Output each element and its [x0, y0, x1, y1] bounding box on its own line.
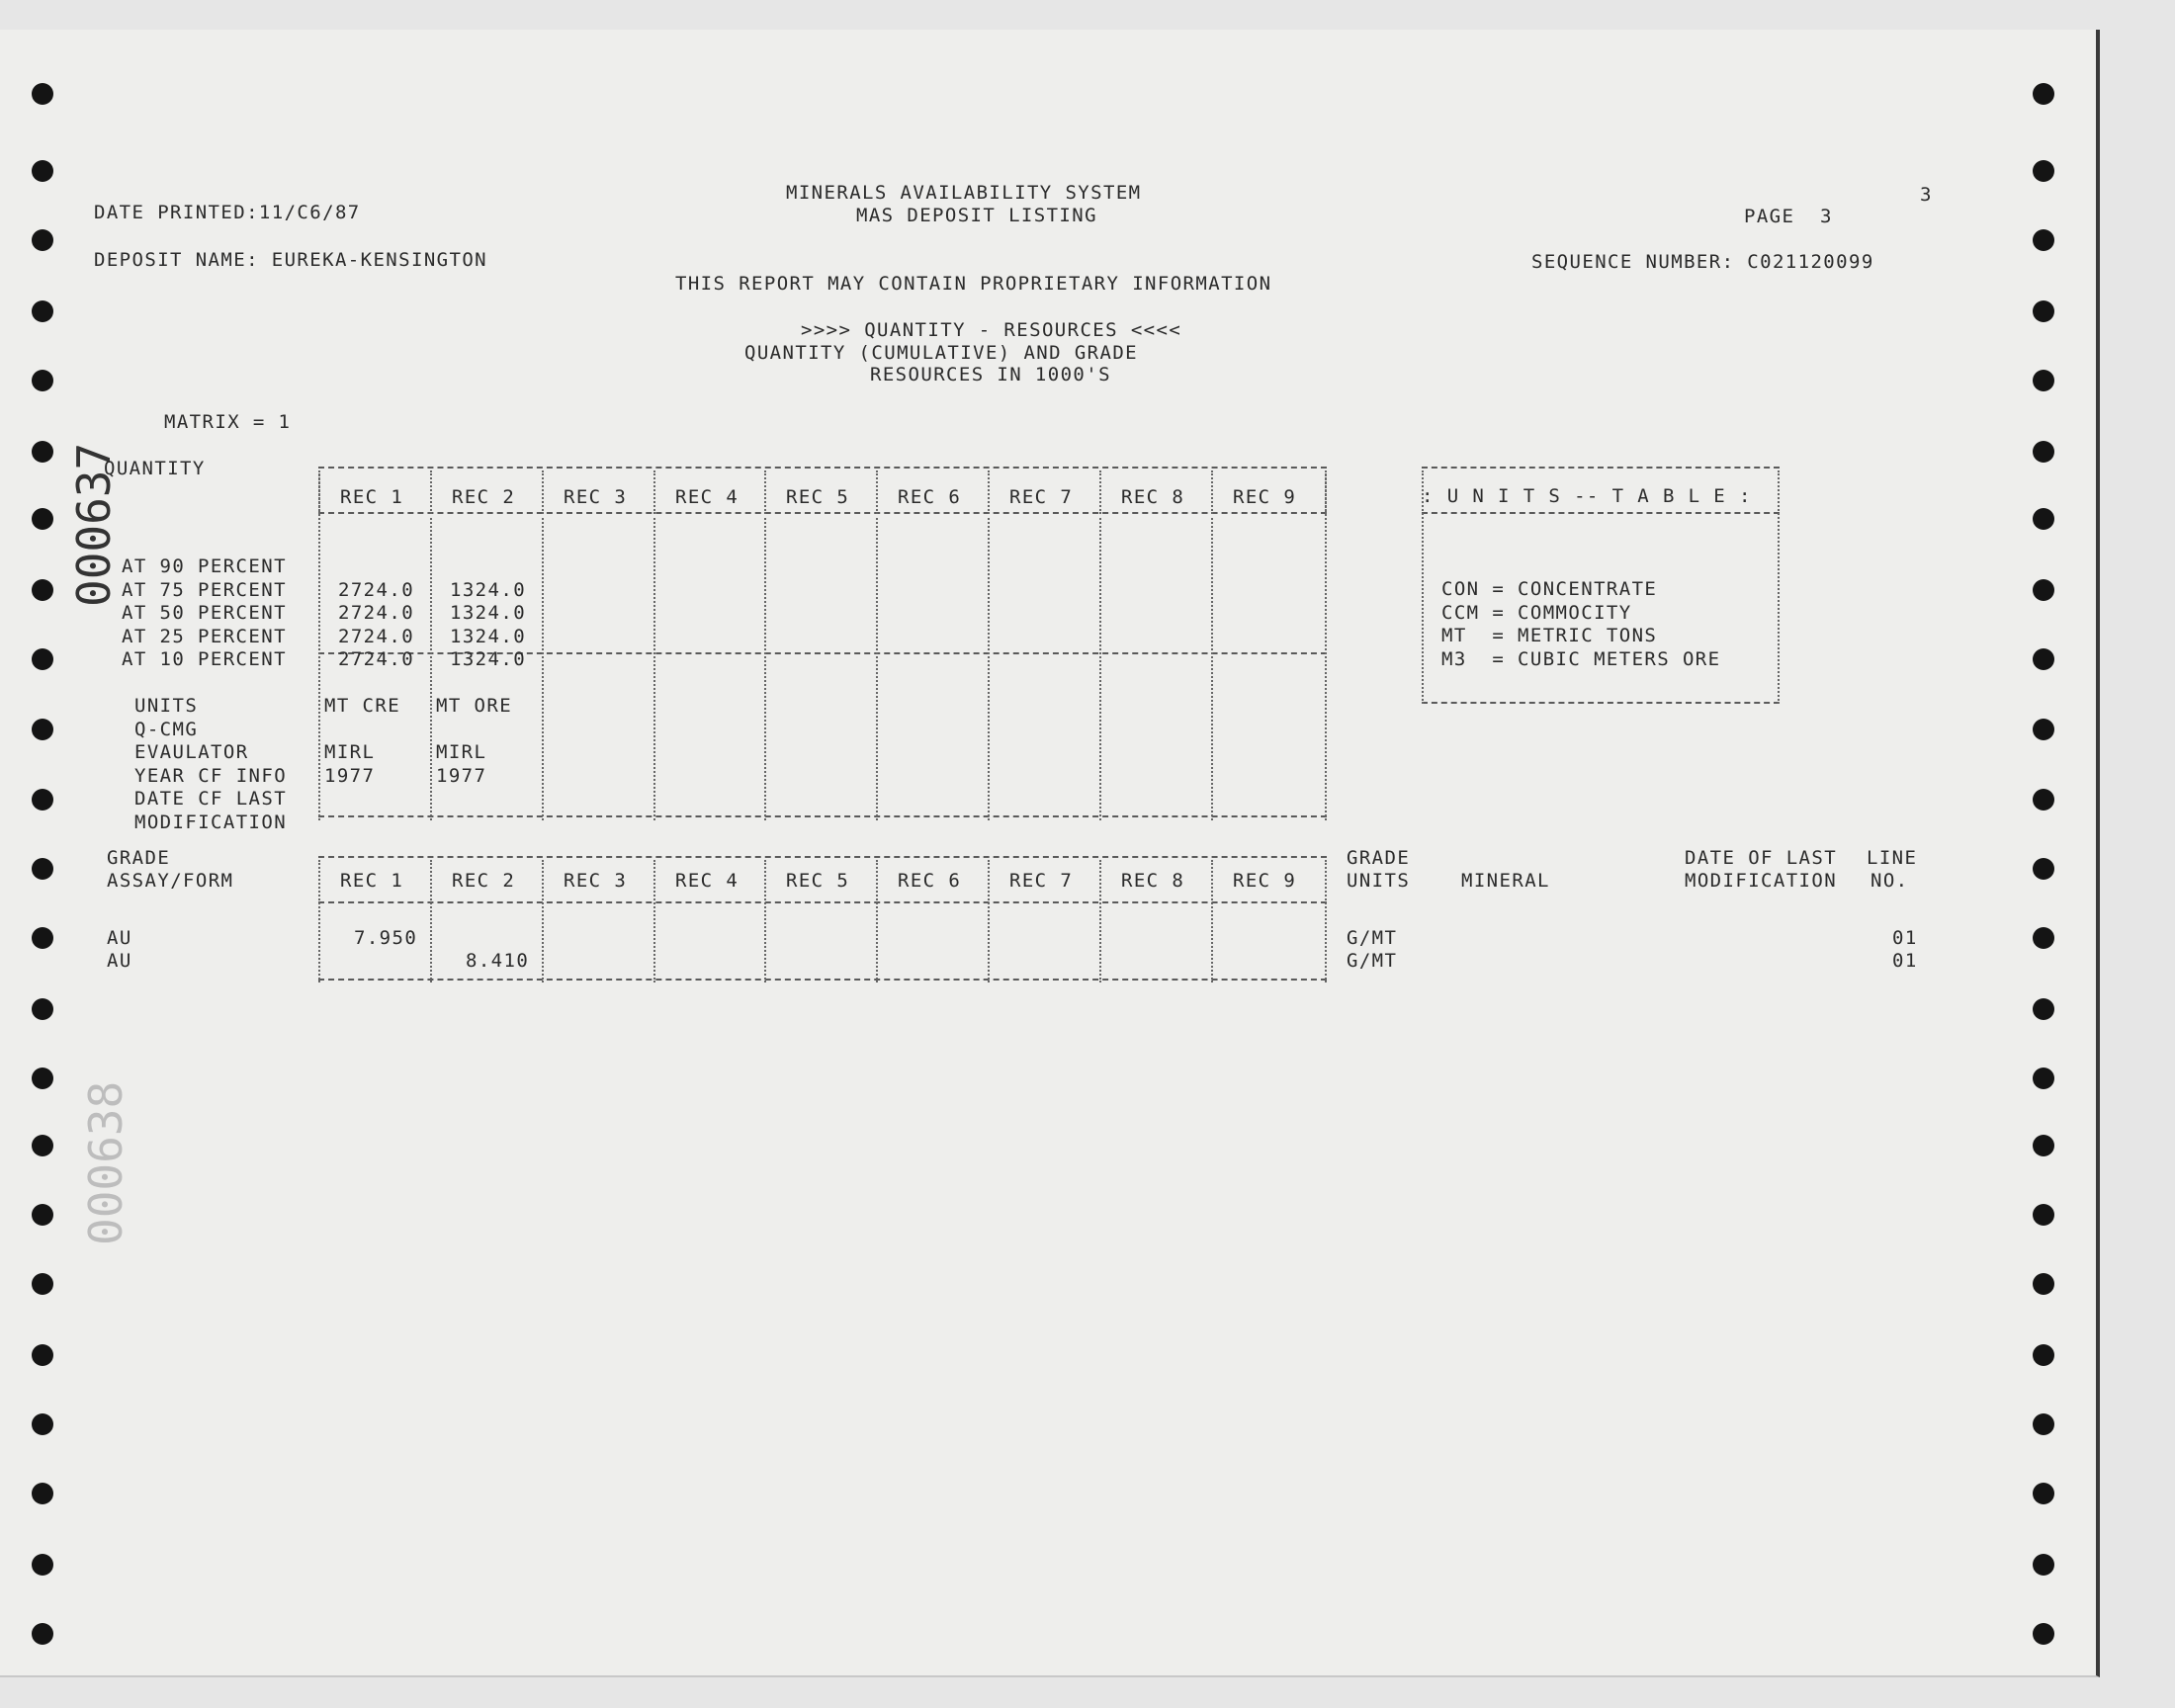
rec-column-header: REC 6 [898, 486, 962, 508]
tractor-hole [32, 1344, 53, 1366]
units-table-left-border [1422, 470, 1424, 704]
grade-header-rule [318, 901, 1327, 903]
tractor-hole [2033, 998, 2054, 1020]
quantity-row-label: AT 25 PERCENT [122, 625, 287, 647]
quantity-col-sep [542, 518, 544, 820]
quantity-header-sep [653, 470, 655, 514]
tractor-hole [32, 83, 53, 105]
quantity-row-label: AT 90 PERCENT [122, 555, 287, 577]
grade-col-sep [876, 860, 878, 982]
quantity-cell: 1324.0 [450, 648, 527, 670]
matrix-label: MATRIX = 1 [164, 411, 292, 433]
tractor-hole [2033, 370, 2054, 391]
units-table-entry: CCM = COMMOCITY [1441, 601, 1632, 624]
grade-units-header-1: GRADE [1347, 847, 1411, 869]
tractor-hole [32, 719, 53, 740]
tractor-hole [32, 229, 53, 251]
tractor-hole [32, 648, 53, 670]
tractor-hole [32, 927, 53, 949]
units-table-entry: M3 = CUBIC METERS ORE [1441, 647, 1721, 670]
section-subtitle: QUANTITY (CUMULATIVE) AND GRADE [744, 342, 1139, 364]
tractor-hole [2033, 1344, 2054, 1366]
rec-column-header: REC 4 [675, 486, 740, 508]
quantity-meta-label: Q-CMG [134, 718, 199, 740]
corner-page-number: 3 [1920, 184, 1933, 206]
tractor-hole [2033, 1554, 2054, 1576]
page-number: PAGE 3 [1744, 206, 1833, 227]
tractor-hole [32, 441, 53, 463]
quantity-cell: 1324.0 [450, 625, 527, 647]
tractor-hole [2033, 229, 2054, 251]
tractor-hole [32, 160, 53, 182]
grade-label: GRADE [107, 847, 171, 869]
tractor-hole [32, 1483, 53, 1504]
tractor-hole [32, 1068, 53, 1089]
rec-column-header: REC 7 [1009, 870, 1074, 892]
listing-title: MAS DEPOSIT LISTING [856, 205, 1097, 226]
quantity-meta-label: YEAR CF INFO [134, 764, 288, 787]
quantity-cell: 2724.0 [338, 578, 415, 601]
mineral-header: MINERAL [1461, 870, 1550, 892]
grade-col-sep [1325, 860, 1327, 982]
quantity-header-sep [542, 470, 544, 514]
section-title: >>>> QUANTITY - RESOURCES <<<< [801, 319, 1182, 341]
units-table-title-text: U N I T S -- T A B L E [1446, 485, 1727, 507]
quantity-meta-label: UNITS [134, 695, 199, 717]
quantity-cell: 1324.0 [450, 602, 527, 624]
tractor-hole [32, 1554, 53, 1576]
rec-column-header: REC 8 [1121, 870, 1185, 892]
quantity-meta-cell: MIRL [436, 741, 487, 763]
tractor-hole [32, 789, 53, 811]
quantity-meta-cell: MT ORE [436, 695, 513, 717]
rec-column-header: REC 9 [1233, 870, 1297, 892]
quantity-header-sep [430, 470, 432, 514]
quantity-cell: 2724.0 [338, 648, 415, 670]
tractor-hole [2033, 1068, 2054, 1089]
date-last-header-2: MODIFICATION [1685, 870, 1838, 892]
tractor-hole [2033, 1135, 2054, 1156]
tractor-hole [32, 370, 53, 391]
grade-col-sep [318, 860, 320, 982]
system-title: MINERALS AVAILABILITY SYSTEM [786, 182, 1142, 204]
rec-column-header: REC 8 [1121, 486, 1185, 508]
faint-page-id-stamp: 000638 [79, 1080, 132, 1245]
grade-top-rule [318, 856, 1327, 858]
quantity-cell: 2724.0 [338, 625, 415, 647]
tractor-hole [2033, 648, 2054, 670]
quantity-bottom-rule [318, 815, 1327, 817]
tractor-hole [2033, 719, 2054, 740]
grade-units-value: G/MT [1347, 950, 1398, 972]
grade-col-sep [430, 860, 432, 982]
tractor-hole [2033, 1273, 2054, 1295]
units-table-right-border [1778, 470, 1780, 704]
units-table-title: : U N I T S -- T A B L E : [1422, 485, 1752, 507]
rec-column-header: REC 1 [340, 870, 404, 892]
grade-units-header-2: UNITS [1347, 870, 1411, 892]
quantity-cell: 1324.0 [450, 578, 527, 601]
quantity-header-sep [988, 470, 990, 514]
grade-units-value: G/MT [1347, 927, 1398, 949]
tractor-hole [32, 508, 53, 530]
quantity-col-sep [876, 518, 878, 820]
tractor-hole [2033, 1204, 2054, 1226]
quantity-header-sep [1325, 470, 1327, 514]
rec-column-header: REC 2 [452, 486, 516, 508]
tractor-hole [32, 1413, 53, 1435]
tractor-hole [2033, 858, 2054, 880]
grade-col-sep [764, 860, 766, 982]
tractor-hole [32, 1135, 53, 1156]
units-table-top-rule [1422, 467, 1780, 469]
quantity-meta-cell: MIRL [324, 741, 376, 763]
quantity-meta-label: MODIFICATION [134, 811, 288, 833]
quantity-row-label: AT 50 PERCENT [122, 602, 287, 624]
units-table-header-rule [1422, 512, 1780, 514]
units-table-bottom-rule [1422, 702, 1780, 704]
quantity-header-rule [318, 512, 1327, 514]
rec-column-header: REC 5 [786, 870, 850, 892]
quantity-header-sep [1211, 470, 1213, 514]
quantity-meta-cell: 1977 [436, 764, 487, 787]
quantity-meta-label: EVAULATOR [134, 741, 249, 763]
grade-assay-form: AU [107, 927, 132, 949]
sequence-number: SEQUENCE NUMBER: C021120099 [1531, 251, 1874, 273]
tractor-hole [32, 1623, 53, 1645]
grade-line-no: 01 [1892, 927, 1918, 949]
tractor-hole [32, 998, 53, 1020]
rec-column-header: REC 6 [898, 870, 962, 892]
quantity-col-sep [764, 518, 766, 820]
line-no-header-2: NO. [1870, 870, 1909, 892]
rec-column-header: REC 5 [786, 486, 850, 508]
quantity-top-rule [318, 467, 1327, 469]
units-table-entry: MT = METRIC TONS [1441, 625, 1658, 646]
quantity-col-sep [1211, 518, 1213, 820]
quantity-label: QUANTITY [104, 458, 206, 479]
grade-bottom-rule [318, 979, 1327, 981]
quantity-col-sep [318, 470, 320, 820]
tractor-hole [32, 858, 53, 880]
rec-column-header: REC 1 [340, 486, 404, 508]
tractor-hole [2033, 927, 2054, 949]
quantity-col-sep [653, 518, 655, 820]
quantity-meta-cell: 1977 [324, 764, 376, 787]
tractor-hole [32, 579, 53, 601]
tractor-hole [2033, 160, 2054, 182]
grade-rec1-value: 7.950 [354, 927, 418, 949]
grade-col-sep [653, 860, 655, 982]
quantity-row-label: AT 10 PERCENT [122, 648, 287, 670]
grade-col-sep [1099, 860, 1101, 982]
proprietary-notice: THIS REPORT MAY CONTAIN PROPRIETARY INFORMATION [675, 273, 1272, 295]
deposit-name: DEPOSIT NAME: EUREKA-KENSINGTON [94, 249, 488, 271]
tractor-hole [32, 1273, 53, 1295]
line-no-header-1: LINE [1867, 847, 1918, 869]
tractor-hole [32, 1204, 53, 1226]
assay-form-label: ASSAY/FORM [107, 870, 234, 892]
quantity-header-sep [876, 470, 878, 514]
rec-column-header: REC 2 [452, 870, 516, 892]
tractor-hole [32, 300, 53, 322]
tractor-hole [2033, 441, 2054, 463]
quantity-header-sep [1099, 470, 1101, 514]
grade-col-sep [1211, 860, 1213, 982]
rec-column-header: REC 3 [564, 870, 628, 892]
grade-assay-form: AU [107, 950, 132, 972]
grade-rec2-value: 8.410 [466, 950, 530, 972]
units-table-entry: CON = CONCENTRATE [1441, 578, 1658, 600]
grade-col-sep [988, 860, 990, 982]
rec-column-header: REC 7 [1009, 486, 1074, 508]
tractor-hole [2033, 508, 2054, 530]
rec-column-header: REC 3 [564, 486, 628, 508]
date-last-header-1: DATE OF LAST [1685, 847, 1838, 869]
quantity-meta-cell: MT CRE [324, 695, 401, 717]
quantity-cell: 2724.0 [338, 602, 415, 624]
grade-line-no: 01 [1892, 950, 1918, 972]
quantity-col-sep [988, 518, 990, 820]
tractor-hole [2033, 789, 2054, 811]
tractor-hole [2033, 1483, 2054, 1504]
date-printed: DATE PRINTED:11/C6/87 [94, 202, 361, 223]
tractor-hole [2033, 83, 2054, 105]
quantity-row-label: AT 75 PERCENT [122, 578, 287, 601]
tractor-hole [2033, 579, 2054, 601]
section-units-note: RESOURCES IN 1000'S [870, 364, 1111, 385]
printout-sheet [0, 30, 2100, 1677]
quantity-header-sep [764, 470, 766, 514]
tractor-hole [2033, 1623, 2054, 1645]
quantity-col-sep [430, 518, 432, 820]
rec-column-header: REC 4 [675, 870, 740, 892]
quantity-col-sep [1325, 470, 1327, 820]
tractor-hole [2033, 1413, 2054, 1435]
grade-col-sep [542, 860, 544, 982]
quantity-col-sep [1099, 518, 1101, 820]
quantity-header-sep [318, 470, 320, 514]
quantity-meta-label: DATE CF LAST [134, 788, 288, 810]
rec-column-header: REC 9 [1233, 486, 1297, 508]
tractor-hole [2033, 300, 2054, 322]
page-id-stamp: 000637 [67, 442, 121, 607]
